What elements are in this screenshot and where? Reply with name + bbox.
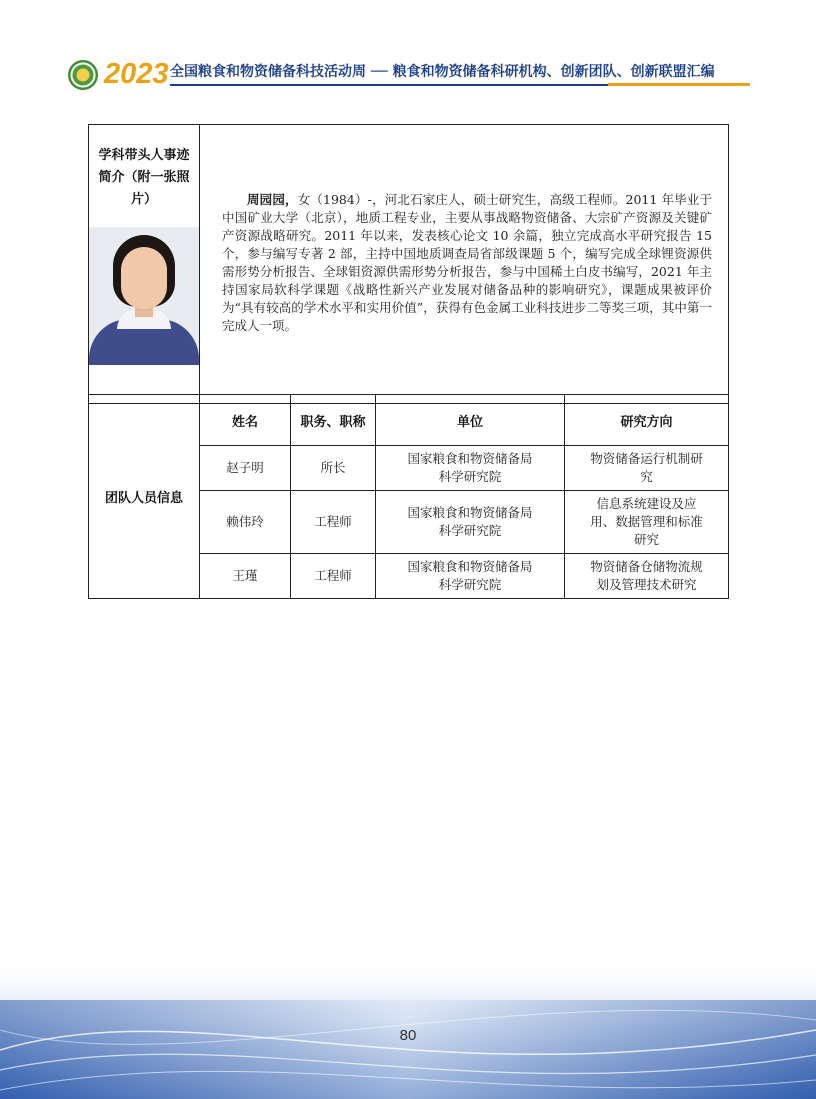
page-number: 80 (399, 1027, 417, 1044)
member-research: 信息系统建设及应用、数据管理和标准研究 (565, 491, 729, 554)
leader-bio (200, 125, 728, 403)
leader-bio-cell (200, 125, 729, 404)
member-position: 工程师 (291, 491, 376, 554)
header-year: 2023 (104, 58, 169, 90)
page-header (68, 56, 750, 92)
leader-photo (89, 227, 199, 365)
team-label: 团队人员信息 (89, 395, 200, 599)
member-position: 工程师 (291, 554, 376, 599)
member-name: 王瑾 (200, 554, 291, 599)
header-title: 全国粮食和物资储备科技活动周 ── 粮食和物资储备科研机构、创新团队、创新联盟汇编 (170, 64, 715, 80)
leader-name: 周园园， (247, 192, 298, 207)
member-unit: 国家粮食和物资储备局科学研究院 (376, 554, 565, 599)
leader-label-cell (89, 125, 200, 404)
header-divider-blue (170, 84, 608, 86)
member-name: 赵子明 (200, 446, 291, 491)
logo-icon (68, 60, 98, 90)
leader-label: 学科带头人事迹简介（附一张照片） (98, 148, 190, 207)
header-divider-gold (608, 83, 750, 86)
header-unit: 单位 (376, 395, 565, 446)
member-name: 赖伟玲 (200, 491, 291, 554)
team-table (88, 394, 729, 599)
member-unit: 国家粮食和物资储备局科学研究院 (376, 446, 565, 491)
leader-bio-text: 女（1984）-，河北石家庄人，硕士研究生，高级工程师。2011 年毕业于中国矿业大学（北京），地质工程专业，主要从事战略物资储备、大宗矿产资源及关键矿产资源战略研究。2011 年以来，发表核心论文 10 余篇，独立完成高水平研究报告 15 个，参与编写专著 2 部，主持中国地质调查局省部级课题 5 个，编写完成全球锂资源供需形势分析报告、全球钼资源供需形势分析报告，参与中国稀土白皮书编写，2021 年主持国家局软科学课题《战略性新兴产业发展对储备品种的影响研究》，课题成果被评价为“具有较高的学术水平和实用价值”，获得有色金属工业科技进步二等奖三项，其中第一完成人一项。 (222, 192, 712, 333)
header-name: 姓名 (200, 395, 291, 446)
member-position: 所长 (291, 446, 376, 491)
header-research: 研究方向 (565, 395, 729, 446)
member-research: 物资储备仓储物流规划及管理技术研究 (565, 554, 729, 599)
member-unit: 国家粮食和物资储备局科学研究院 (376, 491, 565, 554)
header-title-rank: 职务、职称 (291, 395, 376, 446)
member-research: 物资储备运行机制研究 (565, 446, 729, 491)
leader-table (88, 124, 729, 404)
